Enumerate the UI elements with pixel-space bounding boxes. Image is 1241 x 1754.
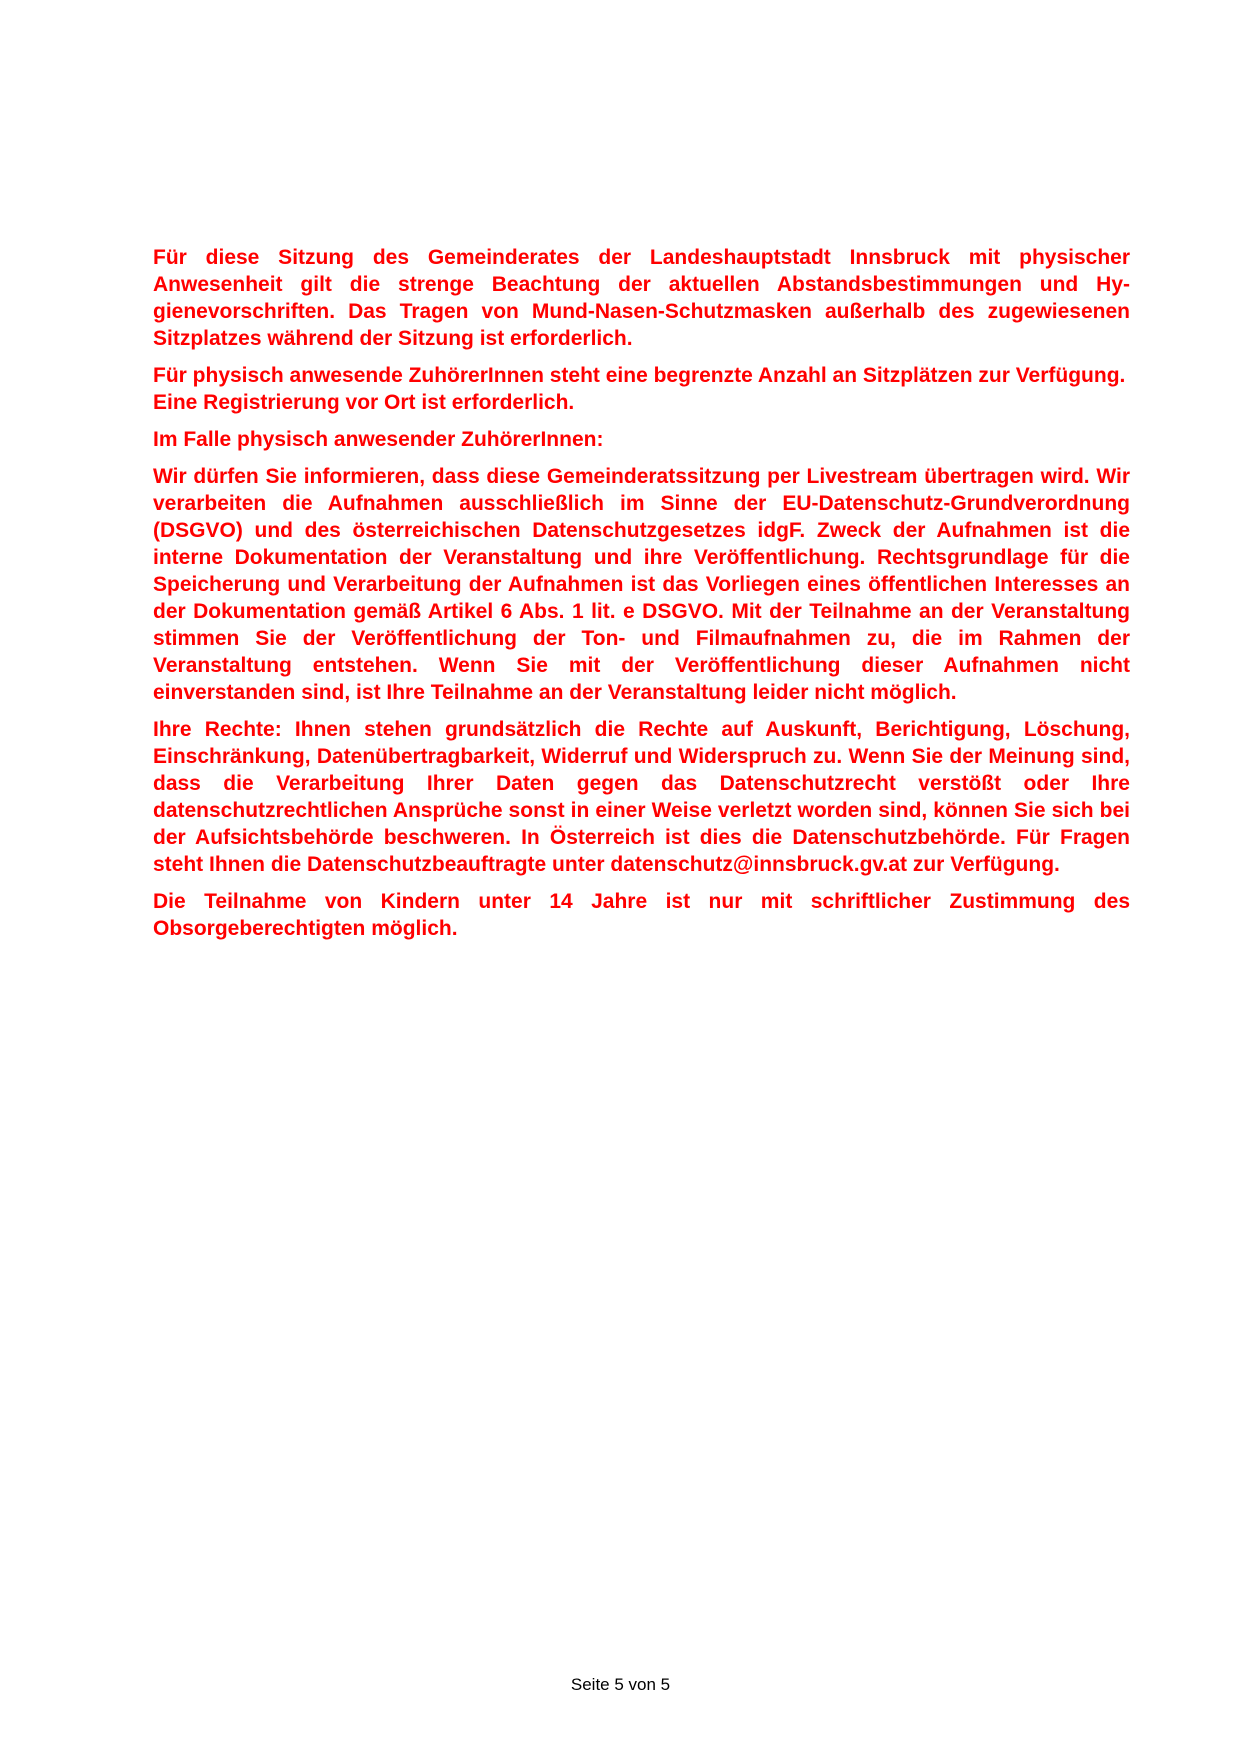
paragraph-livestream-notice: Wir dürfen Sie informieren, dass diese Gemeinderatssitzung per Livestream übertragen wird. Wir verarbeiten die Aufnahmen ausschließlich im Sinne der EU-Datenschutz-Grundverordnung (DSGVO) und des österreichischen Datenschutzgesetzes idgF. Zweck der Aufnahmen ist die interne Dokumentation der Veranstaltung und ihre Veröffentlichung. Rechtsgrundlage für die Speicherung und Verarbeitung der Aufnahmen ist das Vorliegen eines öffentlichen Interesses an der Dokumentation gemäß Artikel 6 Abs. 1 lit. e DSGVO. Mit der Teilnahme an der Veranstaltung stimmen Sie der Veröffentlichung der Ton- und Filmaufnahmen zu, die im Rahmen der Veranstaltung entstehen. Wenn Sie mit der Veröffentlichung dieser Aufnahmen nicht einverstanden sind, ist Ihre Teilnahme an der Veranstaltung leider nicht möglich. [153,465,1130,704]
paragraph-privacy-rights: Ihre Rechte: Ihnen stehen grundsätzlich die Rechte auf Auskunft, Berichtigung, Löschung, Einschränkung, Datenübertragbarkeit, Widerruf und Widerspruch zu. Wenn Sie der Meinung sind, dass die Verarbeitung Ihrer Daten gegen das Datenschutzrecht verstößt oder Ihre datenschutzrechtlichen Ansprüche sonst in einer Weise verletzt worden sind, können Sie sich bei der Aufsichtsbehörde beschweren. In Österreich ist dies die Datenschutzbehörde. Für Fragen steht Ihnen die Datenschutzbeauftragte unter datenschutz@innsbruck.gv.at zur Verfügung. [153,718,1130,876]
paragraph-hygiene-rules: Für diese Sitzung des Gemeinderates der Landeshauptstadt Innsbruck mit physischer Anwesenheit gilt die strenge Beachtung der aktuellen Abstandsbestimmungen und Hygienevorschriften. Das Tragen von Mund-Nasen-Schutzmasken außerhalb des zugewiesenen Sitzplatzes während der Sitzung ist erforderlich. [153,246,1130,350]
notice-body [153,244,1130,952]
paragraph-listener-seats: Für physisch anwesende ZuhörerInnen steht eine begrenzte Anzahl an Sitzplätzen zur Verfügung. Eine Registrierung vor Ort ist erforderlich. [153,364,1126,414]
page-number: Seite 5 von 5 [570,1675,671,1694]
paragraph-listener-heading: Im Falle physisch anwesender ZuhörerInnen: [153,428,604,451]
paragraph-children-consent: Die Teilnahme von Kindern unter 14 Jahre ist nur mit schriftlicher Zustimmung des Obsorgeberechtigten möglich. [153,890,1130,940]
